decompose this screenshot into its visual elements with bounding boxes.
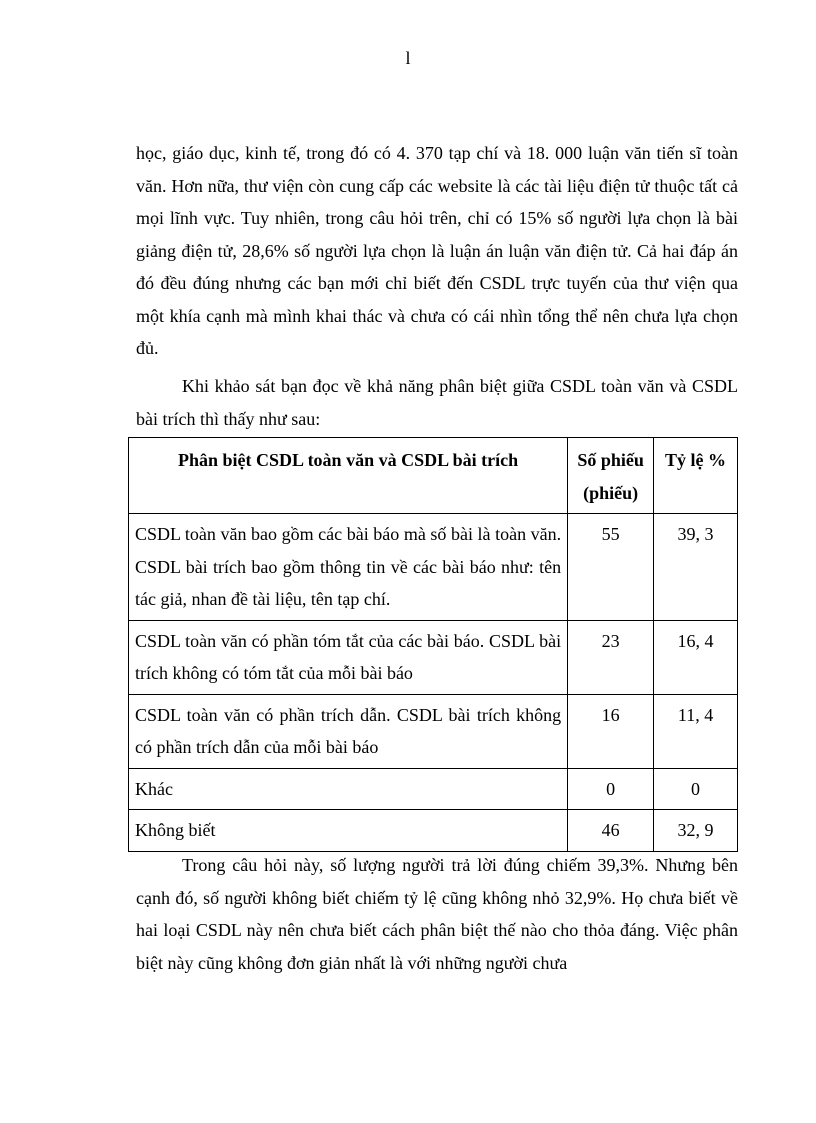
table-header-row (129, 438, 738, 514)
row-description: CSDL toàn văn bao gồm các bài báo mà số bài là toàn văn. CSDL bài trích bao gồm thông tin về các bài báo như: tên tác giả, nhan đề tài liệu, tên tạp chí. (129, 514, 568, 621)
page-number: l (405, 48, 411, 68)
row-description: CSDL toàn văn có phần tóm tắt của các bài báo. CSDL bài trích không có tóm tắt của mỗi bài báo (129, 620, 568, 694)
row-vote-count: 16 (568, 694, 654, 768)
table-row (129, 694, 738, 768)
paragraph-analysis: Trong câu hỏi này, số lượng người trả lời đúng chiếm 39,3%. Nhưng bên cạnh đó, số người không biết chiếm tỷ lệ cũng không nhỏ 32,9%. Họ chưa biết về hai loại CSDL này nên chưa biết cách phân biệt thế nào cho thỏa đáng. Việc phân biệt này cũng không đơn giản nhất là với những người chưa (136, 855, 738, 973)
row-percentage: 11, 4 (654, 694, 738, 768)
paragraph-intro: học, giáo dục, kinh tế, trong đó có 4. 370 tạp chí và 18. 000 luận văn tiến sĩ toàn văn. Hơn nữa, thư viện còn cung cấp các website là các tài liệu điện tử thuộc tất cả mọi lĩnh vực. Tuy nhiên, trong câu hỏi trên, chỉ có 15% số người lựa chọn là bài giảng điện tử, 28,6% số người lựa chọn là luận án luận văn điện tử. Cả hai đáp án đó đều đúng nhưng các bạn mới chỉ biết đến CSDL trực tuyến của thư viện qua một khía cạnh mà mình khai thác và chưa có cái nhìn tổng thể nên chưa lựa chọn đủ. (136, 143, 738, 358)
row-vote-count: 46 (568, 810, 654, 852)
row-vote-count: 23 (568, 620, 654, 694)
row-vote-count: 55 (568, 514, 654, 621)
row-percentage: 0 (654, 768, 738, 810)
table-row (129, 514, 738, 621)
header-vote-count: Số phiếu (phiếu) (568, 438, 654, 514)
table-row (129, 768, 738, 810)
row-percentage: 32, 9 (654, 810, 738, 852)
table-row (129, 620, 738, 694)
paragraph-survey-lead: Khi khảo sát bạn đọc về khả năng phân biệt giữa CSDL toàn văn và CSDL bài trích thì thấy như sau: (136, 376, 738, 429)
row-description: Khác (129, 768, 568, 810)
row-vote-count: 0 (568, 768, 654, 810)
row-percentage: 16, 4 (654, 620, 738, 694)
header-distinction: Phân biệt CSDL toàn văn và CSDL bài trích (129, 438, 568, 514)
header-percentage: Tỷ lệ % (654, 438, 738, 514)
row-percentage: 39, 3 (654, 514, 738, 621)
survey-table (128, 437, 738, 852)
row-description: Không biết (129, 810, 568, 852)
table-row (129, 810, 738, 852)
row-description: CSDL toàn văn có phần trích dẫn. CSDL bài trích không có phần trích dẫn của mỗi bài báo (129, 694, 568, 768)
